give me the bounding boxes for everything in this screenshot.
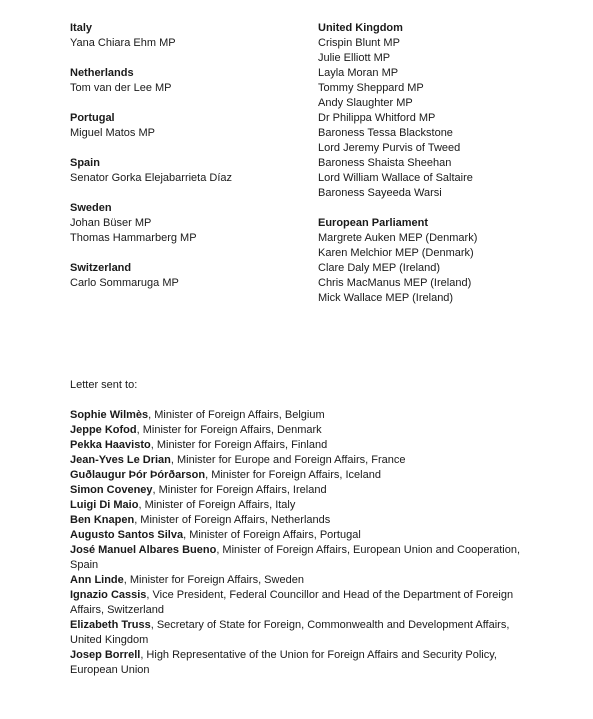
- signatory-name: Crispin Blunt MP: [318, 37, 400, 49]
- recipient-name: Luigi Di Maio: [70, 499, 139, 511]
- recipient-entry: [70, 483, 540, 498]
- recipient-entry: [70, 648, 540, 678]
- signatory-name: Julie Elliott MP: [318, 52, 391, 64]
- recipient-entry: [70, 573, 540, 588]
- recipient-name: Ignazio Cassis: [70, 589, 147, 601]
- signatory-name: Clare Daly MEP (Ireland): [318, 262, 441, 274]
- recipient-role: , Minister for Foreign Affairs, Denmark: [136, 424, 322, 436]
- country-heading: Italy: [70, 22, 93, 34]
- signatory-name: Yana Chiara Ehm MP: [70, 37, 176, 49]
- recipient-entry: [70, 453, 540, 468]
- signatory-name: Lord William Wallace of Saltaire: [318, 172, 473, 184]
- recipient-entry: [70, 588, 540, 618]
- country-heading: Netherlands: [70, 67, 134, 79]
- recipient-name: José Manuel Albares Bueno: [70, 544, 217, 556]
- recipient-name: Ann Linde: [70, 574, 124, 586]
- recipient-role: , High Representative of the Union for Foreign Affairs and Security Policy, European Union: [70, 649, 497, 676]
- country-group: [318, 216, 578, 306]
- recipient-role: , Minister for Europe and Foreign Affairs, France: [170, 454, 406, 466]
- letter-intro: Letter sent to:: [70, 379, 138, 391]
- signatory-name: Thomas Hammarberg MP: [70, 232, 197, 244]
- recipient-role: , Minister of Foreign Affairs, Netherlands: [134, 514, 331, 526]
- signatory-name: Senator Gorka Elejabarrieta Díaz: [70, 172, 233, 184]
- recipient-role: , Minister of Foreign Affairs, Belgium: [148, 409, 325, 421]
- recipient-entry: [70, 423, 540, 438]
- signatories-right-column: [318, 21, 578, 321]
- country-group: [318, 21, 578, 201]
- recipient-name: Ben Knapen: [70, 514, 135, 526]
- recipient-entry: [70, 618, 540, 648]
- recipient-list: [70, 408, 540, 678]
- recipient-role: , Vice President, Federal Councillor and Head of the Department of Foreign Affairs, Switzerland: [70, 589, 514, 616]
- signatory-name: Baroness Shaista Sheehan: [318, 157, 452, 169]
- recipient-role: , Minister of Foreign Affairs, Portugal: [183, 529, 361, 541]
- signatory-name: Tom van der Lee MP: [70, 82, 172, 94]
- country-heading: United Kingdom: [318, 22, 403, 34]
- recipient-role: , Minister for Foreign Affairs, Sweden: [123, 574, 304, 586]
- recipient-name: Jeppe Kofod: [70, 424, 137, 436]
- recipient-entry: [70, 528, 540, 543]
- signatory-name: Layla Moran MP: [318, 67, 399, 79]
- recipient-role: , Minister of Foreign Affairs, Italy: [138, 499, 296, 511]
- recipient-name: Sophie Wilmès: [70, 409, 149, 421]
- signatory-name: Mick Wallace MEP (Ireland): [318, 292, 454, 304]
- country-group: [70, 156, 300, 186]
- signatory-name: Chris MacManus MEP (Ireland): [318, 277, 472, 289]
- recipient-name: Augusto Santos Silva: [70, 529, 184, 541]
- country-heading: Sweden: [70, 202, 112, 214]
- recipient-entry: [70, 513, 540, 528]
- recipient-entry: [70, 498, 540, 513]
- signatory-name: Lord Jeremy Purvis of Tweed: [318, 142, 461, 154]
- recipient-role: , Secretary of State for Foreign, Commonwealth and Development Affairs, United Kingdom: [70, 619, 510, 646]
- country-group: [70, 111, 300, 141]
- signatory-name: Dr Philippa Whitford MP: [318, 112, 436, 124]
- recipient-name: Pekka Haavisto: [70, 439, 151, 451]
- signatory-name: Tommy Sheppard MP: [318, 82, 424, 94]
- signatories-left-column: [70, 21, 300, 306]
- recipient-name: Guðlaugur Þór Þórðarson: [70, 469, 206, 481]
- recipient-name: Josep Borrell: [70, 649, 141, 661]
- signatory-name: Johan Büser MP: [70, 217, 152, 229]
- recipient-entry: [70, 468, 540, 483]
- country-heading: Portugal: [70, 112, 115, 124]
- country-group: [70, 201, 300, 246]
- recipient-role: , Minister of Foreign Affairs, European Union and Cooperation, Spain: [70, 544, 521, 571]
- recipient-role: , Minister for Foreign Affairs, Ireland: [152, 484, 327, 496]
- country-heading: European Parliament: [318, 217, 429, 229]
- recipient-role: , Minister for Foreign Affairs, Finland: [150, 439, 328, 451]
- signatory-name: Baroness Sayeeda Warsi: [318, 187, 442, 199]
- signatory-name: Andy Slaughter MP: [318, 97, 413, 109]
- recipient-entry: [70, 438, 540, 453]
- signatory-name: Miguel Matos MP: [70, 127, 155, 139]
- recipient-entry: [70, 543, 540, 573]
- recipient-entry: [70, 408, 540, 423]
- signatory-name: Karen Melchior MEP (Denmark): [318, 247, 474, 259]
- country-group: [70, 21, 300, 51]
- signatory-name: Baroness Tessa Blackstone: [318, 127, 453, 139]
- country-heading: Spain: [70, 157, 100, 169]
- recipient-name: Simon Coveney: [70, 484, 153, 496]
- country-heading: Switzerland: [70, 262, 132, 274]
- country-group: [70, 261, 300, 291]
- letter-recipients-section: [70, 378, 540, 678]
- country-group: [70, 66, 300, 96]
- signatory-name: Margrete Auken MEP (Denmark): [318, 232, 478, 244]
- signatory-name: Carlo Sommaruga MP: [70, 277, 179, 289]
- recipient-name: Elizabeth Truss: [70, 619, 151, 631]
- recipient-name: Jean-Yves Le Drian: [70, 454, 171, 466]
- recipient-role: , Minister for Foreign Affairs, Iceland: [205, 469, 381, 481]
